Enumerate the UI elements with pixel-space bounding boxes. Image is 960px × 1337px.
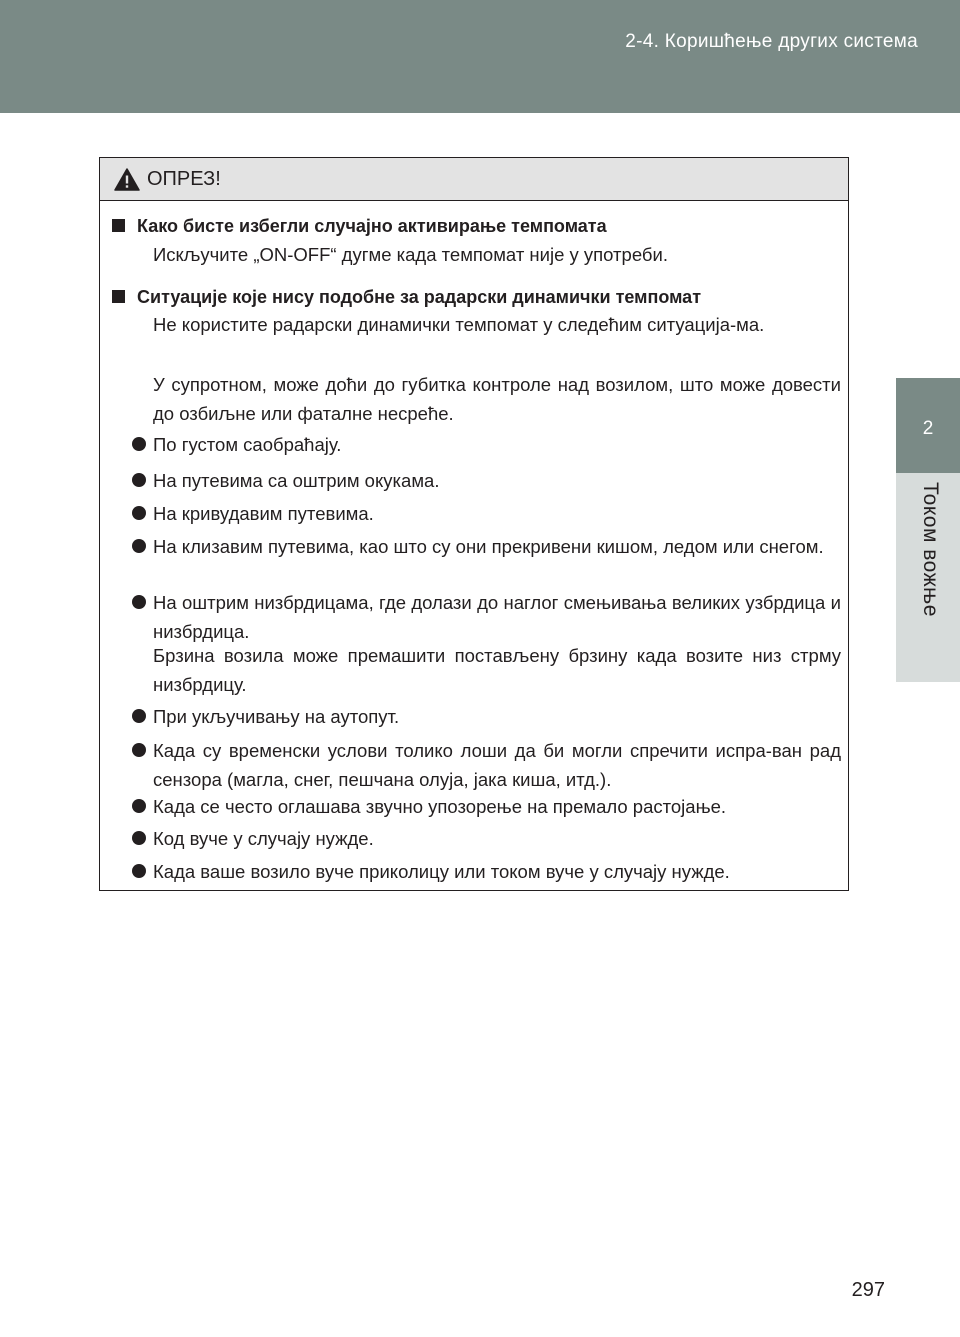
- bullet-dot-icon: [132, 709, 146, 723]
- caution-box: [99, 157, 849, 891]
- bullet-dot-icon: [132, 864, 146, 878]
- list-item: На кривудавим путевима.: [132, 499, 841, 528]
- bullet-dot-icon: [132, 831, 146, 845]
- chapter-tab[interactable]: [896, 378, 960, 473]
- list-item: На клизавим путевима, као што су они прекривени кишом, ледом или снегом.: [132, 532, 841, 561]
- chapter-tab-label-area: [896, 473, 960, 682]
- list-item: При укључивању на аутопут.: [132, 702, 841, 731]
- square-bullet-icon: [112, 219, 125, 232]
- square-bullet-icon: [112, 290, 125, 303]
- bullet-dot-icon: [132, 743, 146, 757]
- list-item: По густом саобраћају.: [132, 430, 841, 459]
- bullet-dot-icon: [132, 437, 146, 451]
- chapter-number: 2: [922, 418, 934, 439]
- caution-header: [100, 158, 848, 201]
- list-item: На оштрим низбрдицама, где долази до наглог смењивања великих узбрдица и низбрдица.: [132, 588, 841, 646]
- page-number: 297: [851, 1279, 885, 1301]
- section-title: 2-4. Коришћење других система: [625, 31, 918, 52]
- caution-title: ОПРЕЗ!: [147, 168, 221, 190]
- bullet-dot-icon: [132, 539, 146, 553]
- list-item: На путевима са оштрим окукама.: [132, 466, 841, 495]
- paragraph: Не користите радарски динамички темпомат у следећим ситуација-ма.: [153, 314, 765, 335]
- bullet-dot-icon: [132, 473, 146, 487]
- warning-triangle-icon: [114, 168, 140, 191]
- paragraph: У супротном, може доћи до губитка контроле над возилом, што може довести до озбиљне или фаталне несреће.: [153, 374, 841, 424]
- bullet-dot-icon: [132, 799, 146, 813]
- list-item: Када се често оглашава звучно упозорење на премало растојање.: [132, 792, 841, 821]
- header-band: [0, 0, 960, 113]
- paragraph: Брзина возила може премашити постављену брзину када возите низ стрму низбрдицу.: [153, 645, 841, 695]
- paragraph: Искључите „ON-OFF“ дугме када темпомат није у употреби.: [153, 244, 668, 265]
- section-heading: Како бисте избегли случајно активирање темпомата: [112, 216, 607, 237]
- list-item: Код вуче у случају нужде.: [132, 824, 841, 853]
- chapter-title: Током вожње: [919, 482, 942, 617]
- bullet-dot-icon: [132, 506, 146, 520]
- list-item: Када су временски услови толико лоши да би могли спречити испра-ван рад сензора (магла, снег, пешчана олуја, јака киша, итд.).: [132, 736, 841, 794]
- list-item: Када ваше возило вуче приколицу или током вуче у случају нужде.: [132, 857, 841, 886]
- bullet-dot-icon: [132, 595, 146, 609]
- section-heading: Ситуације које нису подобне за радарски динамички темпомат: [112, 287, 701, 308]
